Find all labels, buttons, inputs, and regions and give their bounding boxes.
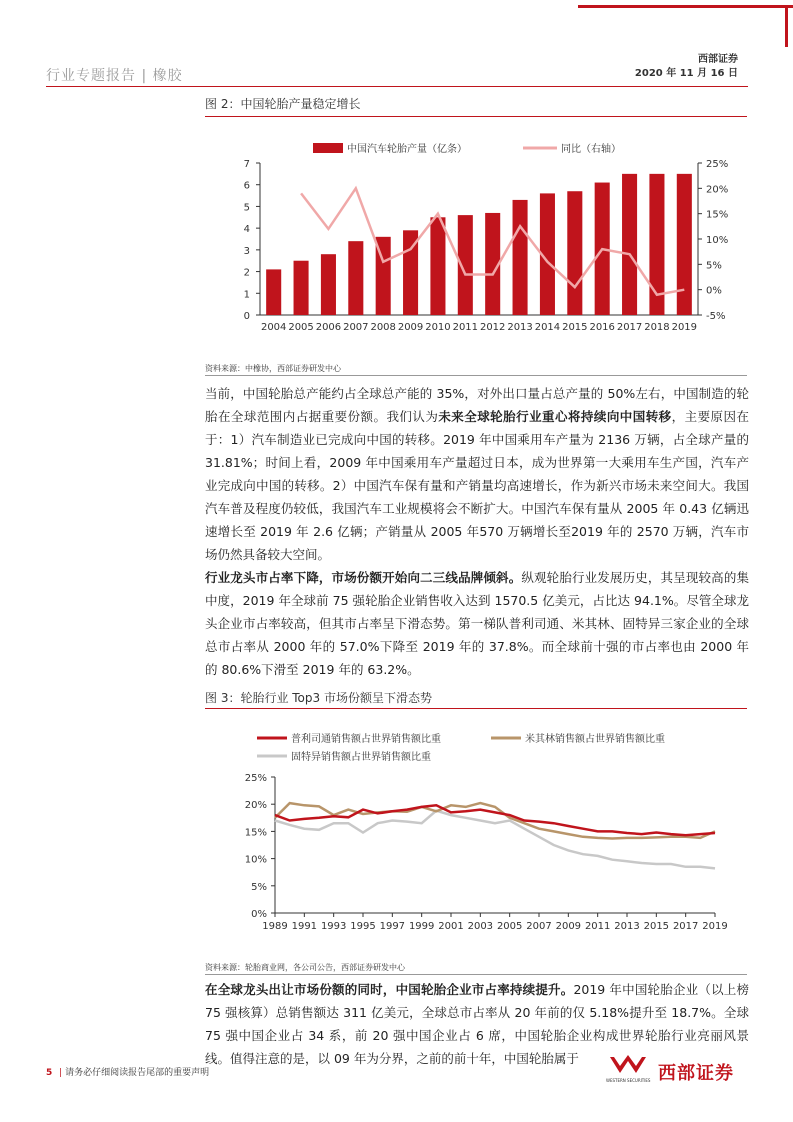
left-tick-label: 0 [243,311,250,322]
left-tick-label: 6 [243,180,250,192]
right-tick-label: 10% [706,235,729,246]
left-tick-label: 7 [243,159,250,170]
logo-subtext: WESTERN SECURITIES [606,1078,651,1083]
x-tick-label: 2006 [315,322,342,333]
footer [46,1065,209,1078]
x-tick-label: 2013 [614,921,640,932]
figure2-legend [313,142,621,155]
right-tick-label: 0% [706,285,722,297]
emphasis-text: 未来全球轮胎行业重心将持续向中国转移 [438,409,672,424]
left-tick-label: 1 [243,289,250,301]
production-bar [622,174,637,315]
x-tick-label: 2019 [702,921,728,932]
logo-text: 西部证券 [658,1063,734,1084]
legend-bar-label: 中国汽车轮胎产量（亿条） [347,144,467,155]
company-logo [604,1055,750,1085]
figure3-title: 图 3：轮胎行业 Top3 市场份额呈下滑态势 [205,691,432,705]
y-tick-label: 20% [244,800,267,812]
right-tick-label: 25% [706,159,729,170]
y-tick-label: 5% [251,881,267,893]
footer-disclaimer: 请务必仔细阅读报告尾部的重要声明 [65,1068,210,1078]
x-tick-label: 2007 [526,921,552,932]
figure2-source-rule [205,375,747,376]
x-tick-label: 2018 [644,322,670,333]
footer-separator: | [59,1068,63,1078]
left-tick-label: 4 [243,224,250,236]
header-divider [46,86,748,87]
x-tick-label: 1999 [408,921,435,932]
x-tick-label: 2010 [425,322,451,333]
right-tick-label: 20% [706,184,729,196]
y-tick-label: 10% [244,854,267,866]
left-tick-label: 5 [243,202,250,214]
right-tick-label: 5% [706,260,722,272]
legend-line-label: 同比（右轴） [561,144,621,155]
production-bar [321,254,336,315]
body-text: 当前，中国轮胎总产能约占全球总产能的 35%，对外出口量占总产量的 50%左右，中国制造的轮胎在全球范围内占据重要份额。我们认为 [205,386,749,424]
x-tick-label: 1989 [262,921,288,932]
top-accent-bar [578,5,793,8]
x-tick-label: 2004 [260,322,287,333]
body-text: 纵观轮胎行业发展历史，其呈现较高的集中度，2019 年全球前 75 强轮胎企业销售收入达到 1570.5 亿美元，占比达 94.1%。尽管全球龙头企业市占率较高，但其市占率呈下滑态势。第一梯队普利司通、米其林、固特异三家企业的全球总市占率从 2000 年的 57.0%下降至 2019 年的 37.8%。而全球前十强的市占率也由 2000 年的 80.6%下滑至 2019 年的 63.2%。 [205,570,749,677]
right-tick-label: 15% [706,209,729,221]
legend-michelin-label: 米其林销售额占世界销售额比重 [525,734,665,745]
legend-goodyear-label: 固特异销售额占世界销售额比重 [291,752,431,763]
x-tick-label: 2003 [467,921,494,932]
x-tick-label: 2005 [496,921,523,932]
x-tick-label: 2013 [507,322,533,333]
emphasis-text: 在全球龙头出让市场份额的同时，中国轮胎企业市占率持续提升。 [205,982,574,997]
figure3-legend [257,732,665,763]
x-tick-label: 2007 [343,322,369,333]
report-category: 行业专题报告 | 橡胶 [46,68,183,84]
production-bar [266,269,281,315]
x-tick-label: 2017 [672,921,699,932]
x-tick-label: 2008 [370,322,396,333]
legend-bar-swatch [313,143,343,153]
production-bar [677,174,692,315]
figure3-chart [205,720,750,942]
page-number: 5 [46,1068,53,1078]
figure2-source: 资料来源：中橡协，西部证券研发中心 [205,364,341,373]
x-tick-label: 2011 [584,921,611,932]
x-tick-label: 2005 [288,322,314,333]
x-tick-label: 2014 [534,322,561,333]
goodyear-line [275,811,715,869]
y-tick-label: 25% [244,773,267,784]
y-tick-label: 0% [251,909,267,920]
x-tick-label: 2009 [555,921,582,932]
report-date: 2020 年 11 月 16 日 [634,68,738,79]
x-tick-label: 2011 [452,322,479,333]
x-tick-label: 2009 [397,322,424,333]
figure2-title: 图 2：中国轮胎产量稳定增长 [205,97,361,111]
paragraph-china-share [205,382,749,566]
figure3-source: 资料来源：轮胎商业网，各公司公告，西部证券研发中心 [205,963,405,972]
x-tick-label: 1995 [350,921,376,932]
x-tick-label: 2017 [616,322,643,333]
x-tick-label: 1991 [291,921,318,932]
left-tick-label: 2 [243,267,250,279]
legend-bridgestone-label: 普利司通销售额占世界销售额比重 [291,734,441,745]
bridgestone-line [275,805,715,835]
right-tick-label: -5% [706,311,726,322]
x-tick-label: 1993 [320,921,347,932]
figure2-chart [205,125,750,340]
production-bar [513,200,528,315]
x-tick-label: 2016 [589,322,615,333]
production-bar [294,261,309,315]
figure2-title-rule [205,116,747,117]
x-tick-label: 2015 [562,322,588,333]
header-brand: 西部证券 [698,54,738,65]
production-bar [348,241,363,315]
body-text: ，主要原因在于：1）汽车制造业已完成向中国的转移。2019 年中国乘用车产量为 2136 万辆，占全球产量的 31.81%；时间上看，2009 年中国乘用车产量超过日本，成为世界第一大乘用车生产国，汽车产业完成向中国的转移。2）中国汽车保有量和产销量均高速增长，作为新兴市场未来空间大。我国汽车普及程度仍较低，我国汽车工业规模将会不断扩大。中国汽车保有量从 2005 年 0.43 亿辆迅速增长至 2019 年 2.6 亿辆；产销量从 2005 年570 万辆增长至2019 年的 2570 万辆，汽车市场仍然具备较大空间。 [205,409,749,562]
x-tick-label: 2019 [671,322,698,333]
x-tick-label: 2012 [479,322,506,333]
y-tick-label: 15% [244,827,267,839]
figure3-source-rule [205,974,747,975]
body-text: 2019 年中国轮胎企业（以上榜 75 强核算）总销售额达 311 亿美元，全球总市占率从 20 年前的仅 5.18%提升至 18.7%。全球 75 强中国企业占 34 系，前 20 强中国企业占 6 席，中国轮胎企业构成世界轮胎行业亮丽风景线。值得注意的是，以 09 年为分界，之前的前十年，中国轮胎属于 [205,982,749,1066]
left-tick-label: 3 [243,245,250,257]
x-tick-label: 2015 [643,921,670,932]
x-tick-label: 2001 [438,921,464,932]
production-bar [567,191,582,315]
top-accent-bar-vertical [785,5,788,47]
x-tick-label: 1997 [379,921,406,932]
paragraph-leader-decline [205,566,749,681]
production-bar [430,217,445,315]
figure3-title-rule [205,708,747,709]
emphasis-text: 行业龙头市占率下降，市场份额开始向二三线品牌倾斜。 [205,570,522,585]
